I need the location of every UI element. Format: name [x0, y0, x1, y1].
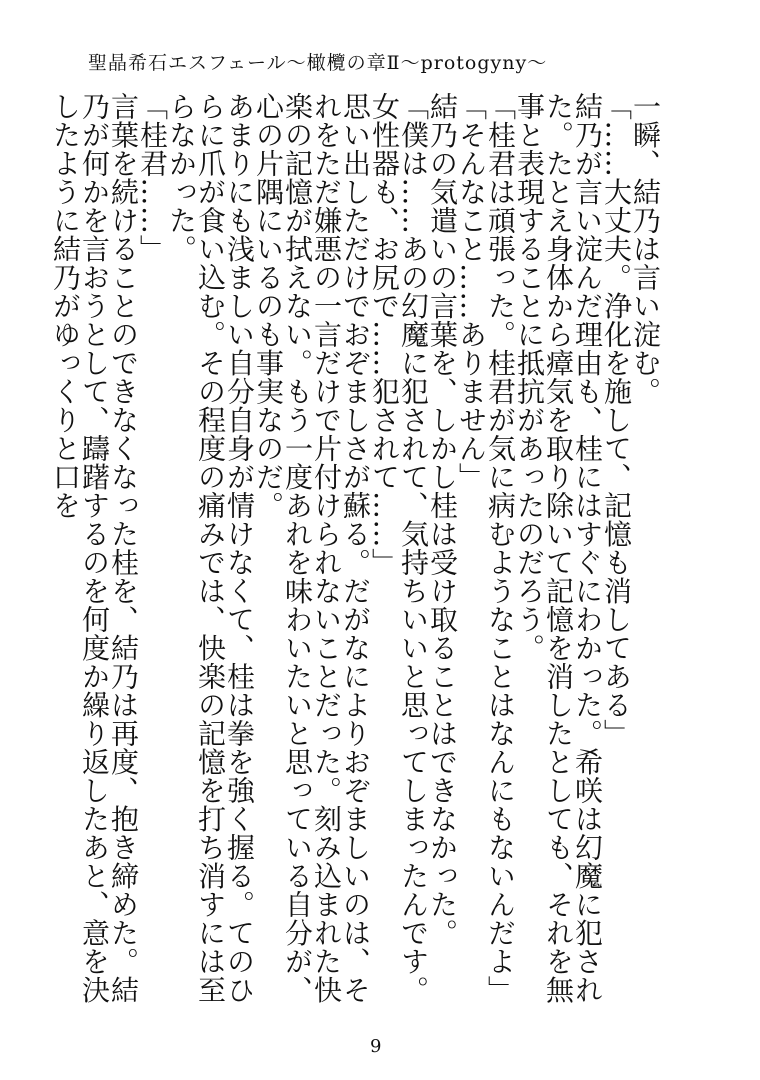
- paragraph: 言葉を続けることのできなくなった桂を、結乃は再度、抱き締めた。結乃が何かを言おうとして、躊躇するのを何度か繰り返したあと、意を決したように結乃がゆっくりと口を: [49, 92, 140, 1004]
- paragraph: 「僕は……あの幻魔に犯されて、気持ちいいと思ってしまったんです。女性器も、お尻で……犯されて……」: [368, 92, 430, 1004]
- page-number: 9: [370, 1036, 382, 1057]
- running-header: 聖晶希石エスフェール〜橄欖の章Ⅱ〜protogyny〜: [88, 52, 548, 74]
- paragraph: 「……大丈夫。浄化を施して、記憶も消してある」: [600, 92, 633, 748]
- paragraph: あまりにも浅ましい自分自身が情けなくて、桂は拳を強く握る。てのひらに爪が食い込む。その程度の痛みでは、快楽の記憶を打ち消すには至らなかった。: [165, 92, 256, 1004]
- paragraph: 思い出しただけでおぞましさが蘇る。だがなによりおぞましいのは、それをただ嫌悪の一言だけで片付けられないことだった。刻み込まれた快楽の記憶が拭えない。もう一度あれを味わいたいと思っている自分が、心の片隅にいるのも事実なのだ。: [252, 92, 372, 1004]
- body-text: [49, 92, 662, 1012]
- paragraph: 一瞬、結乃は言い淀む。: [629, 92, 662, 406]
- paragraph: 結乃の気遣いの言葉を、しかし桂は受け取ることはできなかった。: [426, 92, 459, 947]
- paragraph: 「桂君は頑張った。桂君が気に病むようなことはなんにもないんだよ」: [484, 92, 517, 1004]
- paragraph: 結乃が言い淀んだ理由も、桂にはすぐにわかった。希咲は幻魔に犯された。たとえ身体から瘴気を取り除いて記憶を消したとしても、それを無事と表現することに抵抗があったのだろう。: [513, 92, 604, 1004]
- paragraph: 「桂君……」: [136, 92, 169, 263]
- paragraph: 「そんなこと……ありません」: [455, 92, 488, 491]
